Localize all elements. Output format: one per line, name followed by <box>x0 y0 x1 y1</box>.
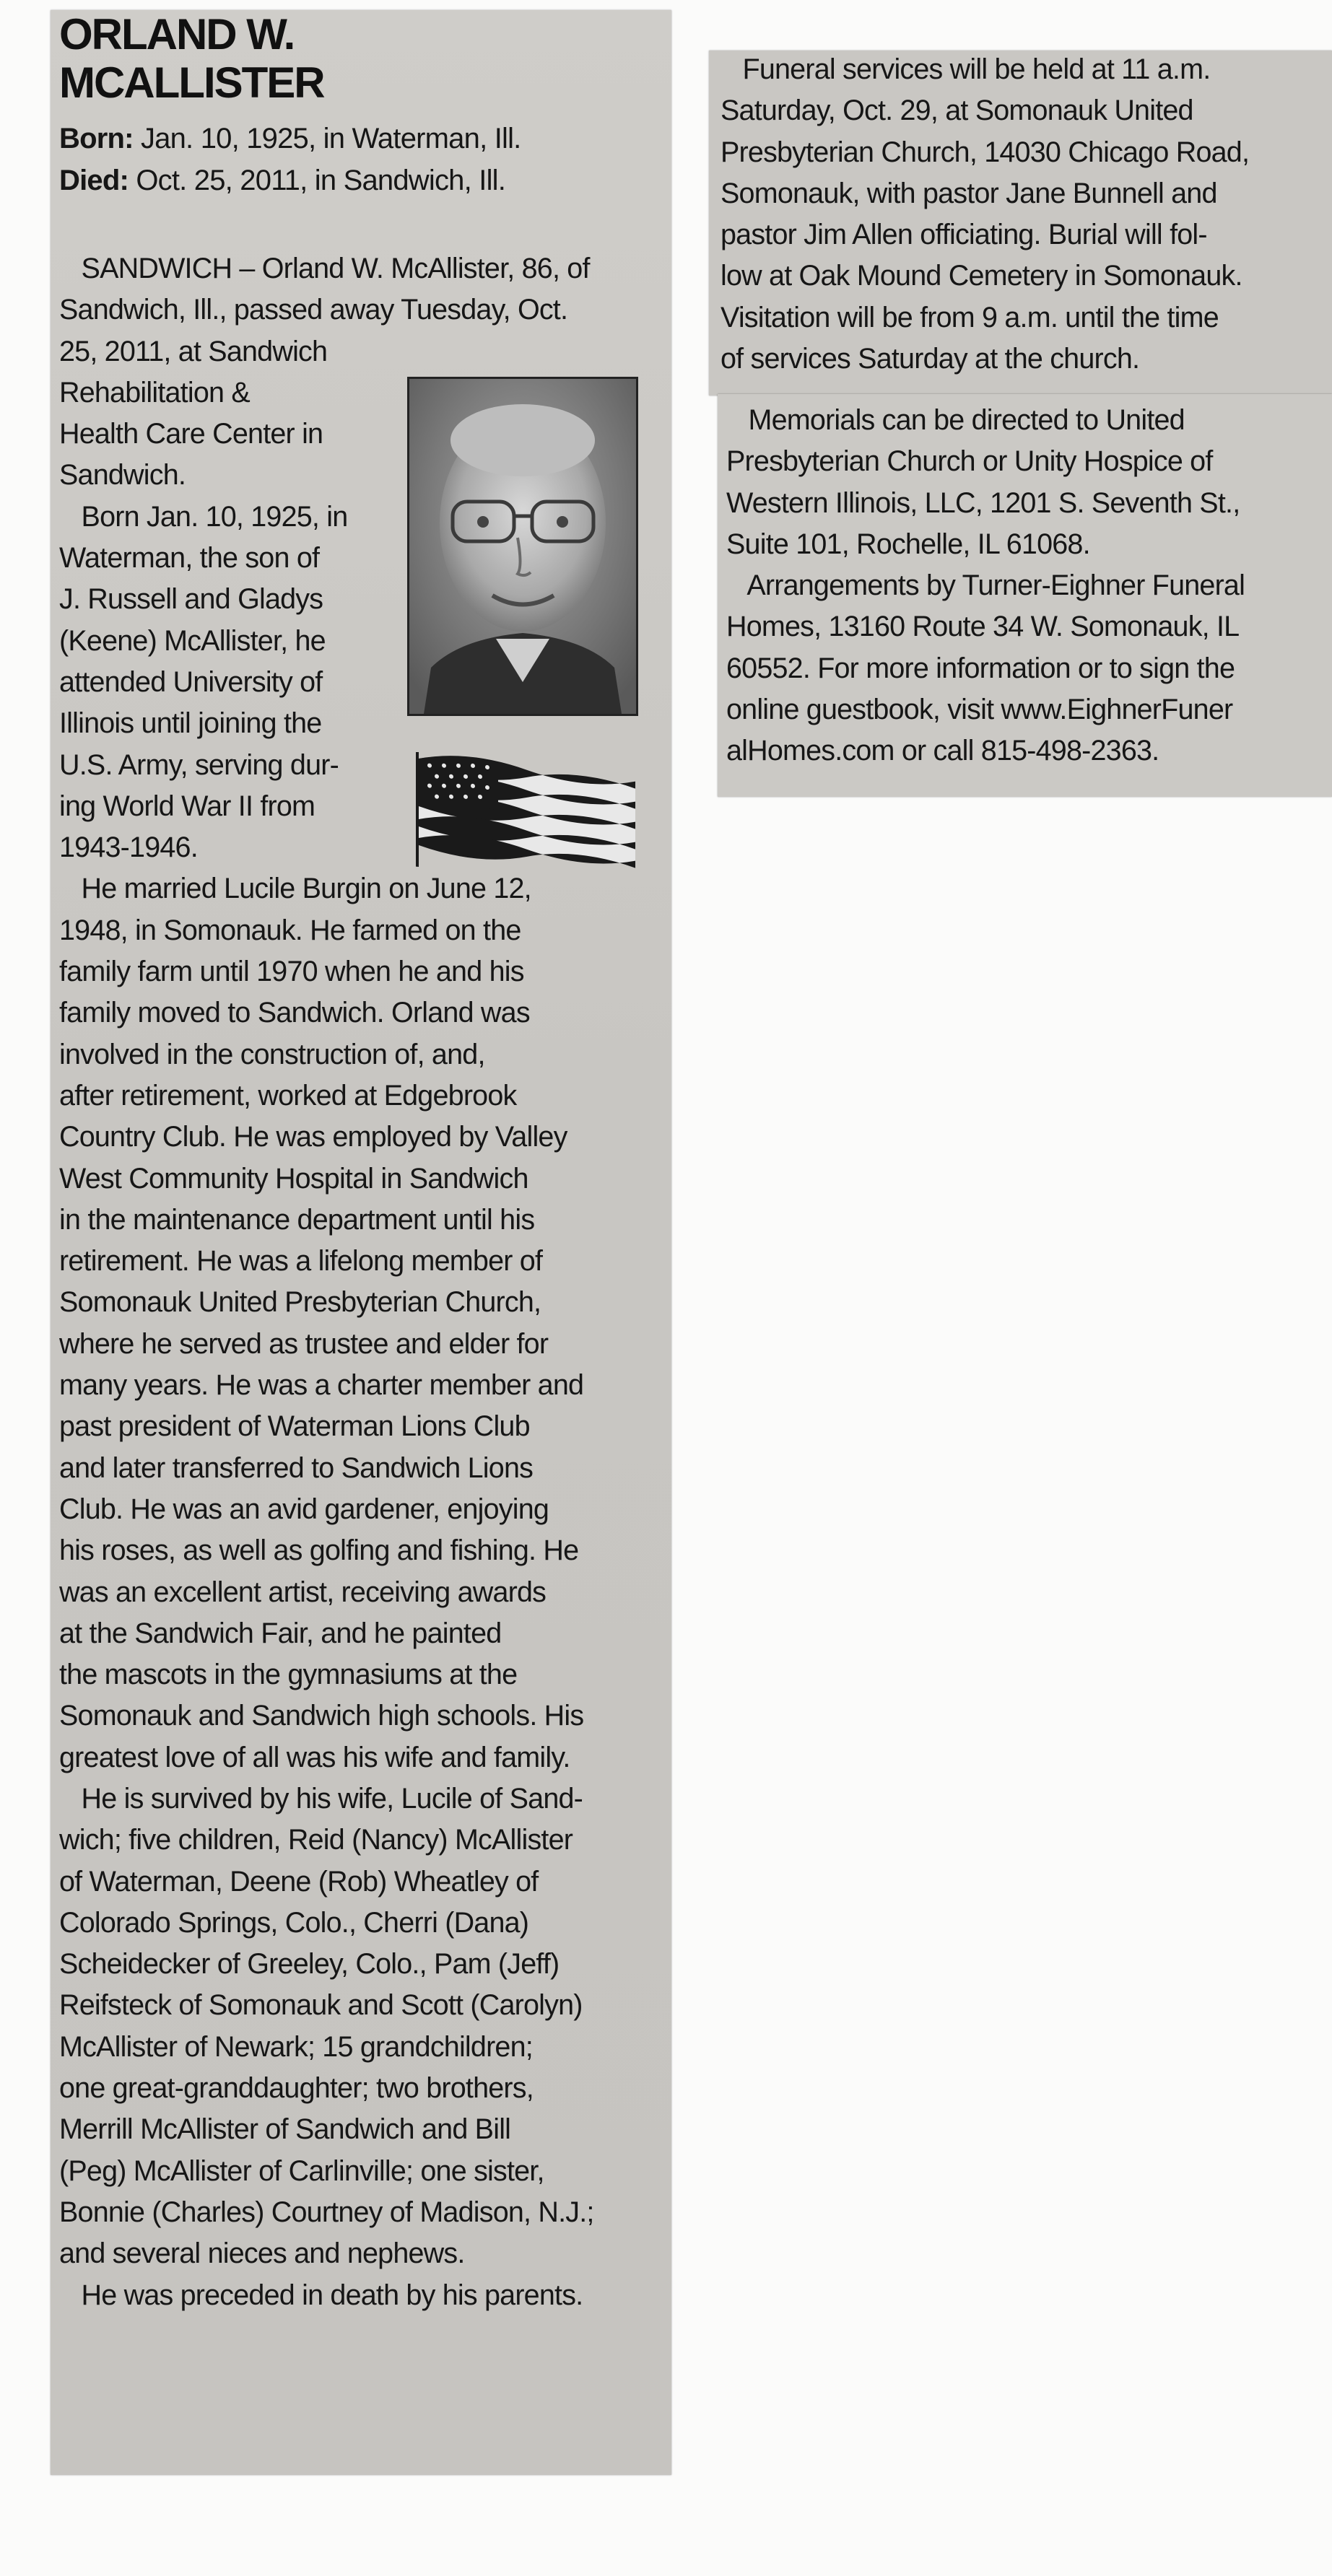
body-left-line: and several nieces and nephews. <box>59 2237 465 2270</box>
american-flag-icon <box>412 752 641 873</box>
portrait-photo-icon <box>409 379 636 714</box>
body-left-line: Illinois until joining the <box>59 707 322 740</box>
body-left-line: He is survived by his wife, Lucile of Sand- <box>59 1782 583 1815</box>
memorials-line: Suite 101, Rochelle, IL 61068. <box>726 528 1090 560</box>
body-left-line: Merrill McAllister of Sandwich and Bill <box>59 2113 511 2146</box>
body-left-line: his roses, as well as golfing and fishing. He <box>59 1534 579 1567</box>
body-left-line: Colorado Springs, Colo., Cherri (Dana) <box>59 1906 529 1939</box>
body-left-line: Sandwich, Ill., passed away Tuesday, Oct. <box>59 294 568 326</box>
born-value: Jan. 10, 1925, in Waterman, Ill. <box>133 123 521 154</box>
body-left-line: Rehabilitation & <box>59 376 250 409</box>
services-line: Visitation will be from 9 a.m. until the time <box>721 301 1219 333</box>
body-left-line: involved in the construction of, and, <box>59 1038 485 1070</box>
body-left-line: Country Club. He was employed by Valley <box>59 1121 567 1153</box>
obituary-headline <box>59 10 324 107</box>
born-line <box>59 118 521 159</box>
born-label: Born: <box>59 123 134 154</box>
body-left-line: Sandwich. <box>59 459 186 492</box>
memorials-line: Homes, 13160 Route 34 W. Somonauk, IL <box>726 611 1240 643</box>
body-left-line: Somonauk United Presbyterian Church, <box>59 1286 541 1319</box>
body-left-line: Born Jan. 10, 1925, in <box>59 500 348 533</box>
body-left-line: wich; five children, Reid (Nancy) McAllister <box>59 1824 573 1856</box>
body-left-line: Club. He was an avid gardener, enjoying <box>59 1493 549 1525</box>
body-left-line: of Waterman, Deene (Rob) Wheatley of <box>59 1865 539 1898</box>
memorials-line: Memorials can be directed to United <box>726 404 1185 436</box>
body-left-line: Waterman, the son of <box>59 542 320 575</box>
body-left-line: Bonnie (Charles) Courtney of Madison, N.J.; <box>59 2196 594 2228</box>
headline-line-1: ORLAND W. <box>59 10 295 58</box>
body-left-line: ing World War II from <box>59 790 315 822</box>
body-left-line: many years. He was a charter member and <box>59 1369 584 1402</box>
body-left-line: one great-granddaughter; two brothers, <box>59 2072 534 2105</box>
body-left-line: in the maintenance department until his <box>59 1203 535 1236</box>
services-line: Saturday, Oct. 29, at Somonauk United <box>721 95 1193 127</box>
body-left-line: after retirement, worked at Edgebrook <box>59 1079 517 1112</box>
memorials-line: Presbyterian Church or Unity Hospice of <box>726 445 1213 478</box>
body-left-line: He married Lucile Burgin on June 12, <box>59 873 531 905</box>
body-left-line: at the Sandwich Fair, and he painted <box>59 1617 502 1649</box>
body-left-line: Health Care Center in <box>59 418 323 450</box>
body-left-line: Reifsteck of Somonauk and Scott (Carolyn) <box>59 1989 583 2022</box>
body-left-line: was an excellent artist, receiving awards <box>59 1576 547 1608</box>
body-left-line: (Keene) McAllister, he <box>59 624 326 657</box>
memorials-line: Arrangements by Turner-Eighner Funeral <box>726 569 1245 602</box>
body-left-line: family farm until 1970 when he and his <box>59 956 524 988</box>
american-flag <box>412 752 641 873</box>
memorials-line: alHomes.com or call 815-498-2363. <box>726 735 1159 767</box>
services-line: of services Saturday at the church. <box>721 343 1140 375</box>
body-left-line: He was preceded in death by his parents. <box>59 2279 583 2311</box>
body-left-line: the mascots in the gymnasiums at the <box>59 1659 518 1691</box>
memorials-line: online guestbook, visit www.EighnerFuner <box>726 694 1233 726</box>
body-left-line: where he served as trustee and elder for <box>59 1327 549 1360</box>
body-left-line: West Community Hospital in Sandwich <box>59 1162 528 1195</box>
body-left-line: 1943-1946. <box>59 831 198 864</box>
services-line: Presbyterian Church, 14030 Chicago Road, <box>721 136 1250 168</box>
obituary-services <box>721 49 1327 380</box>
body-left-line: greatest love of all was his wife and family. <box>59 1741 570 1773</box>
body-left-line: attended University of <box>59 665 323 698</box>
body-left-line: 25, 2011, at Sandwich <box>59 335 328 367</box>
body-left-line: 1948, in Somonauk. He farmed on the <box>59 914 521 946</box>
body-left-line: retirement. He was a lifelong member of <box>59 1245 543 1278</box>
headline-line-2: MCALLISTER <box>59 58 324 107</box>
died-value: Oct. 25, 2011, in Sandwich, Ill. <box>129 165 506 196</box>
memorials-line: 60552. For more information or to sign the <box>726 652 1235 684</box>
body-left-line: past president of Waterman Lions Club <box>59 1410 530 1443</box>
body-left-line: U.S. Army, serving dur- <box>59 748 339 781</box>
body-left-line: family moved to Sandwich. Orland was <box>59 997 530 1029</box>
services-line: Somonauk, with pastor Jane Bunnell and <box>721 177 1217 209</box>
body-left-line: Somonauk and Sandwich high schools. His <box>59 1700 584 1732</box>
services-line: pastor Jim Allen officiating. Burial will fol- <box>721 219 1207 251</box>
body-left-line: Scheidecker of Greeley, Colo., Pam (Jeff) <box>59 1948 560 1981</box>
portrait-photo <box>407 377 638 716</box>
memorials-line: Western Illinois, LLC, 1201 S. Seventh St., <box>726 486 1240 519</box>
body-left-line: J. Russell and Gladys <box>59 583 323 616</box>
body-left-line: and later transferred to Sandwich Lions <box>59 1451 534 1484</box>
services-line: Funeral services will be held at 11 a.m. <box>721 53 1211 85</box>
body-left-line: SANDWICH – Orland W. McAllister, 86, of <box>59 253 590 284</box>
body-left-line: McAllister of Newark; 15 grandchildren; <box>59 2030 533 2063</box>
body-left-line: (Peg) McAllister of Carlinville; one sister, <box>59 2154 544 2187</box>
services-line: low at Oak Mound Cemetery in Somonauk. <box>721 260 1242 292</box>
died-line <box>59 160 505 201</box>
died-label: Died: <box>59 165 129 196</box>
obituary-memorials <box>726 400 1326 772</box>
